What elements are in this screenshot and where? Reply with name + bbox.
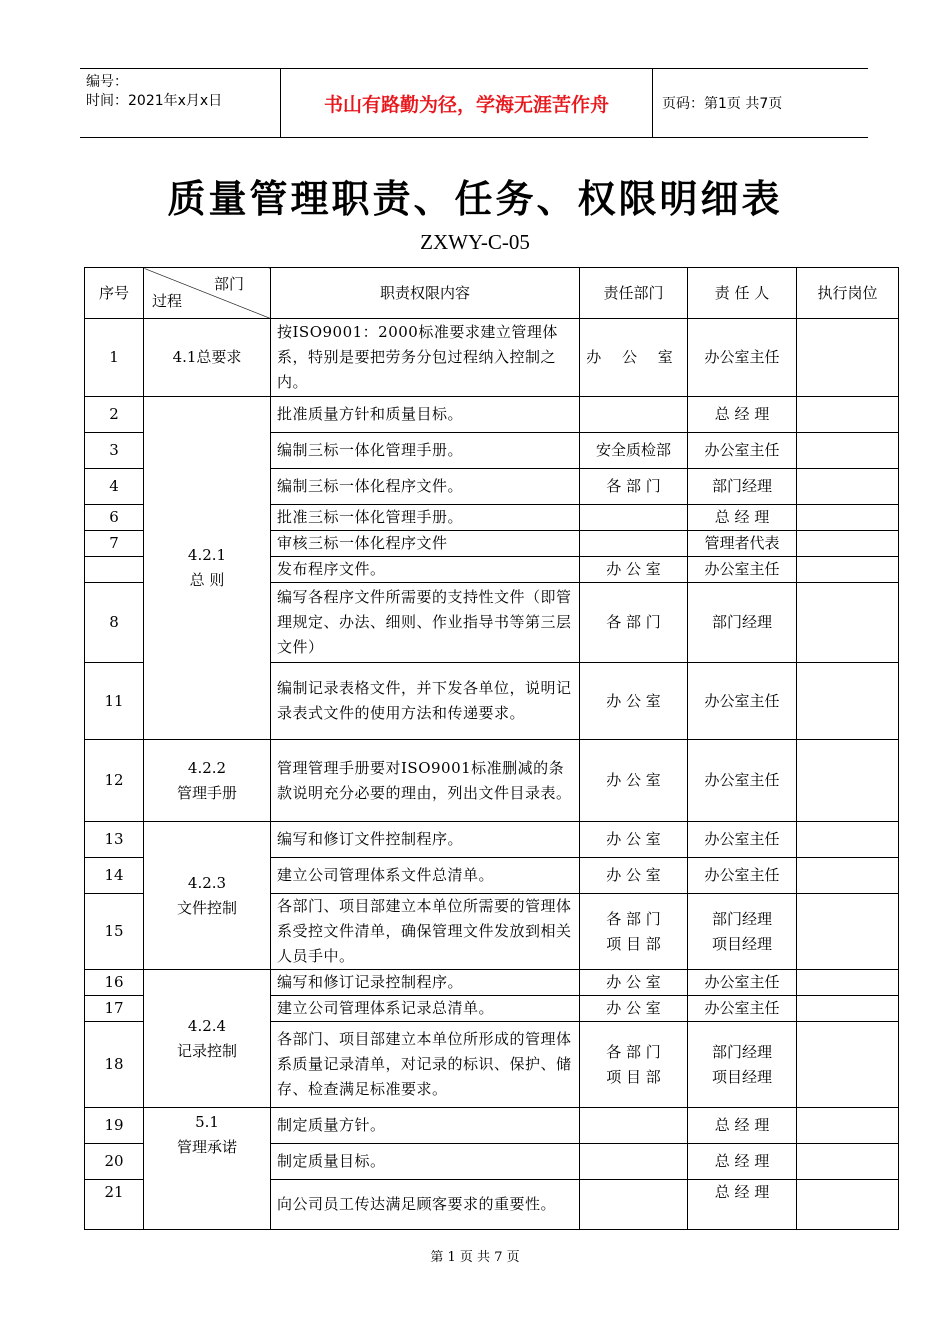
process-group [144,740,271,822]
row-person [688,894,797,970]
row-content: 编制记录表格文件，并下发各单位，说明记录表式文件的使用方法和传递要求。 [271,663,580,740]
row-post [797,397,899,433]
row-post [797,1144,899,1180]
row-post [797,1108,899,1144]
row-post [797,1180,899,1230]
row-content: 编写和修订文件控制程序。 [271,822,580,858]
row-post [797,970,899,996]
row-seq: 20 [85,1144,144,1180]
row-person-line: 项目经理 [711,934,772,953]
process-group [144,822,271,970]
header-meta [86,73,222,111]
row-dept [580,505,688,531]
row-content: 批准三标一体化管理手册。 [271,505,580,531]
row-content: 编写和修订记录控制程序。 [271,970,580,996]
header-dept: 责任部门 [580,268,688,319]
row-content: 编写各程序文件所需要的支持性文件（即管理规定、办法、细则、作业指导书等第三层文件） [271,583,580,663]
row-seq: 3 [85,433,144,469]
row-person: 办公室主任 [688,970,797,996]
row-seq: 4 [85,469,144,505]
row-content: 管理管理手册要对ISO9001标准删减的条款说明充分必要的理由，列出文件目录表。 [271,740,580,822]
group-name: 管理手册 [176,783,237,802]
row-post [797,319,899,397]
row-person: 办公室主任 [688,822,797,858]
row-seq: 2 [85,397,144,433]
row-person [688,1022,797,1108]
group-name: 文件控制 [176,898,237,917]
row-post [797,1022,899,1108]
table-row [85,822,899,858]
row-dept-line: 项 目 部 [606,934,661,953]
time-label: 时间：2021年x月x日 [86,93,223,109]
row-post [797,740,899,822]
row-person: 总 经 理 [688,1144,797,1180]
header-dept-label: 部门 [213,275,244,293]
row-person: 总 经 理 [688,1108,797,1144]
row-dept [580,1108,688,1144]
row-seq: 18 [85,1022,144,1108]
row-dept-line: 项 目 部 [606,1067,661,1086]
row-dept [580,397,688,433]
row-dept: 办 公 室 [580,663,688,740]
row-dept-line: 各 部 门 [606,909,661,928]
row-seq: 1 [85,319,144,397]
row-person: 办公室主任 [688,740,797,822]
row-seq: 16 [85,970,144,996]
process-group [144,397,271,740]
row-person: 部门经理 [688,469,797,505]
row-dept: 各 部 门 [580,469,688,505]
row-person: 部门经理 [688,583,797,663]
group-number: 5.1 [195,1113,219,1131]
header-divider [652,69,653,137]
row-content: 建立公司管理体系记录总清单。 [271,996,580,1022]
page-header [80,68,868,138]
row-dept [580,1180,688,1230]
row-content: 制定质量目标。 [271,1144,580,1180]
number-label: 编号： [86,74,128,90]
document-code: ZXWY-C-05 [420,230,530,254]
row-dept: 办 公 室 [580,822,688,858]
row-content: 各部门、项目部建立本单位所形成的管理体系质量记录清单，对记录的标识、保护、储存、检查满足标准要求。 [271,1022,580,1108]
row-person: 总 经 理 [688,505,797,531]
row-content: 批准质量方针和质量目标。 [271,397,580,433]
row-seq [85,557,144,583]
row-seq: 7 [85,531,144,557]
row-seq: 8 [85,583,144,663]
row-post [797,996,899,1022]
process-group: 4.1总要求 [144,319,271,397]
row-dept: 办 公 室 [580,740,688,822]
row-dept: 办 公 室 [580,319,688,397]
group-name: 记录控制 [176,1041,237,1060]
table-row [85,397,899,433]
group-number: 4.2.4 [187,1016,227,1035]
header-person: 责 任 人 [688,268,797,319]
row-dept: 办 公 室 [580,996,688,1022]
row-content: 编制三标一体化管理手册。 [271,433,580,469]
row-post [797,531,899,557]
row-person: 办公室主任 [688,858,797,894]
row-person: 总 经 理 [688,1180,797,1230]
row-dept [580,1144,688,1180]
page-footer: 第 1 页 共 7 页 [430,1250,520,1265]
header-post: 执行岗位 [797,268,899,319]
row-dept [580,894,688,970]
row-seq: 19 [85,1108,144,1144]
row-post [797,894,899,970]
row-post [797,822,899,858]
row-person: 办公室主任 [688,557,797,583]
row-person: 办公室主任 [688,663,797,740]
row-dept: 安全质检部 [580,433,688,469]
responsibility-table [84,267,899,1230]
table-row [85,740,899,822]
group-number: 4.2.1 [187,546,227,564]
process-group [144,970,271,1108]
row-dept [580,1022,688,1108]
row-content: 向公司员工传达满足顾客要求的重要性。 [271,1180,580,1230]
row-seq: 15 [85,894,144,970]
row-post [797,858,899,894]
row-seq: 13 [85,822,144,858]
group-number: 4.2.2 [187,758,227,777]
row-content: 制定质量方针。 [271,1108,580,1144]
row-person-line: 部门经理 [711,1042,772,1061]
row-post [797,557,899,583]
row-dept [580,531,688,557]
table-row [85,1108,899,1144]
row-post [797,433,899,469]
row-dept: 办 公 室 [580,970,688,996]
row-seq: 17 [85,996,144,1022]
row-person: 管理者代表 [688,531,797,557]
header-seq: 序号 [85,268,144,319]
row-content: 审核三标一体化程序文件 [271,531,580,557]
row-dept: 办 公 室 [580,557,688,583]
row-seq: 6 [85,505,144,531]
header-page-info: 页码：第1页 共7页 [662,96,783,112]
row-post [797,663,899,740]
row-content: 按ISO9001：2000标准要求建立管理体系，特别是要把劳务分包过程纳入控制之内。 [271,319,580,397]
header-motto: 书山有路勤为径，学海无涯苦作舟 [323,93,609,116]
row-seq: 14 [85,858,144,894]
document-title: 质量管理职责、任务、权限明细表 [167,177,783,221]
row-person: 总 经 理 [688,397,797,433]
table-header-row [85,268,899,319]
row-post [797,469,899,505]
header-diagonal-cell [144,268,271,319]
table-row [85,970,899,996]
group-number: 4.2.3 [187,873,227,892]
row-content: 各部门、项目部建立本单位所需要的管理体系受控文件清单，确保管理文件发放到相关人员手中。 [271,894,580,970]
row-person: 办公室主任 [688,319,797,397]
row-person-line: 项目经理 [711,1067,772,1086]
table-row [85,319,899,397]
row-post [797,505,899,531]
header-content: 职责权限内容 [271,268,580,319]
process-group [144,1108,271,1230]
row-dept-line: 各 部 门 [606,1042,661,1061]
row-content: 编制三标一体化程序文件。 [271,469,580,505]
row-seq: 12 [85,740,144,822]
row-dept: 各 部 门 [580,583,688,663]
row-dept: 办 公 室 [580,858,688,894]
row-post [797,583,899,663]
row-content: 发布程序文件。 [271,557,580,583]
row-content: 建立公司管理体系文件总清单。 [271,858,580,894]
row-person: 办公室主任 [688,996,797,1022]
group-name: 总 则 [189,571,225,589]
row-seq: 11 [85,663,144,740]
row-person: 办公室主任 [688,433,797,469]
row-seq: 21 [85,1180,144,1230]
header-process-label: 过程 [152,292,183,310]
row-person-line: 部门经理 [711,909,772,928]
group-name: 管理承诺 [176,1138,237,1156]
